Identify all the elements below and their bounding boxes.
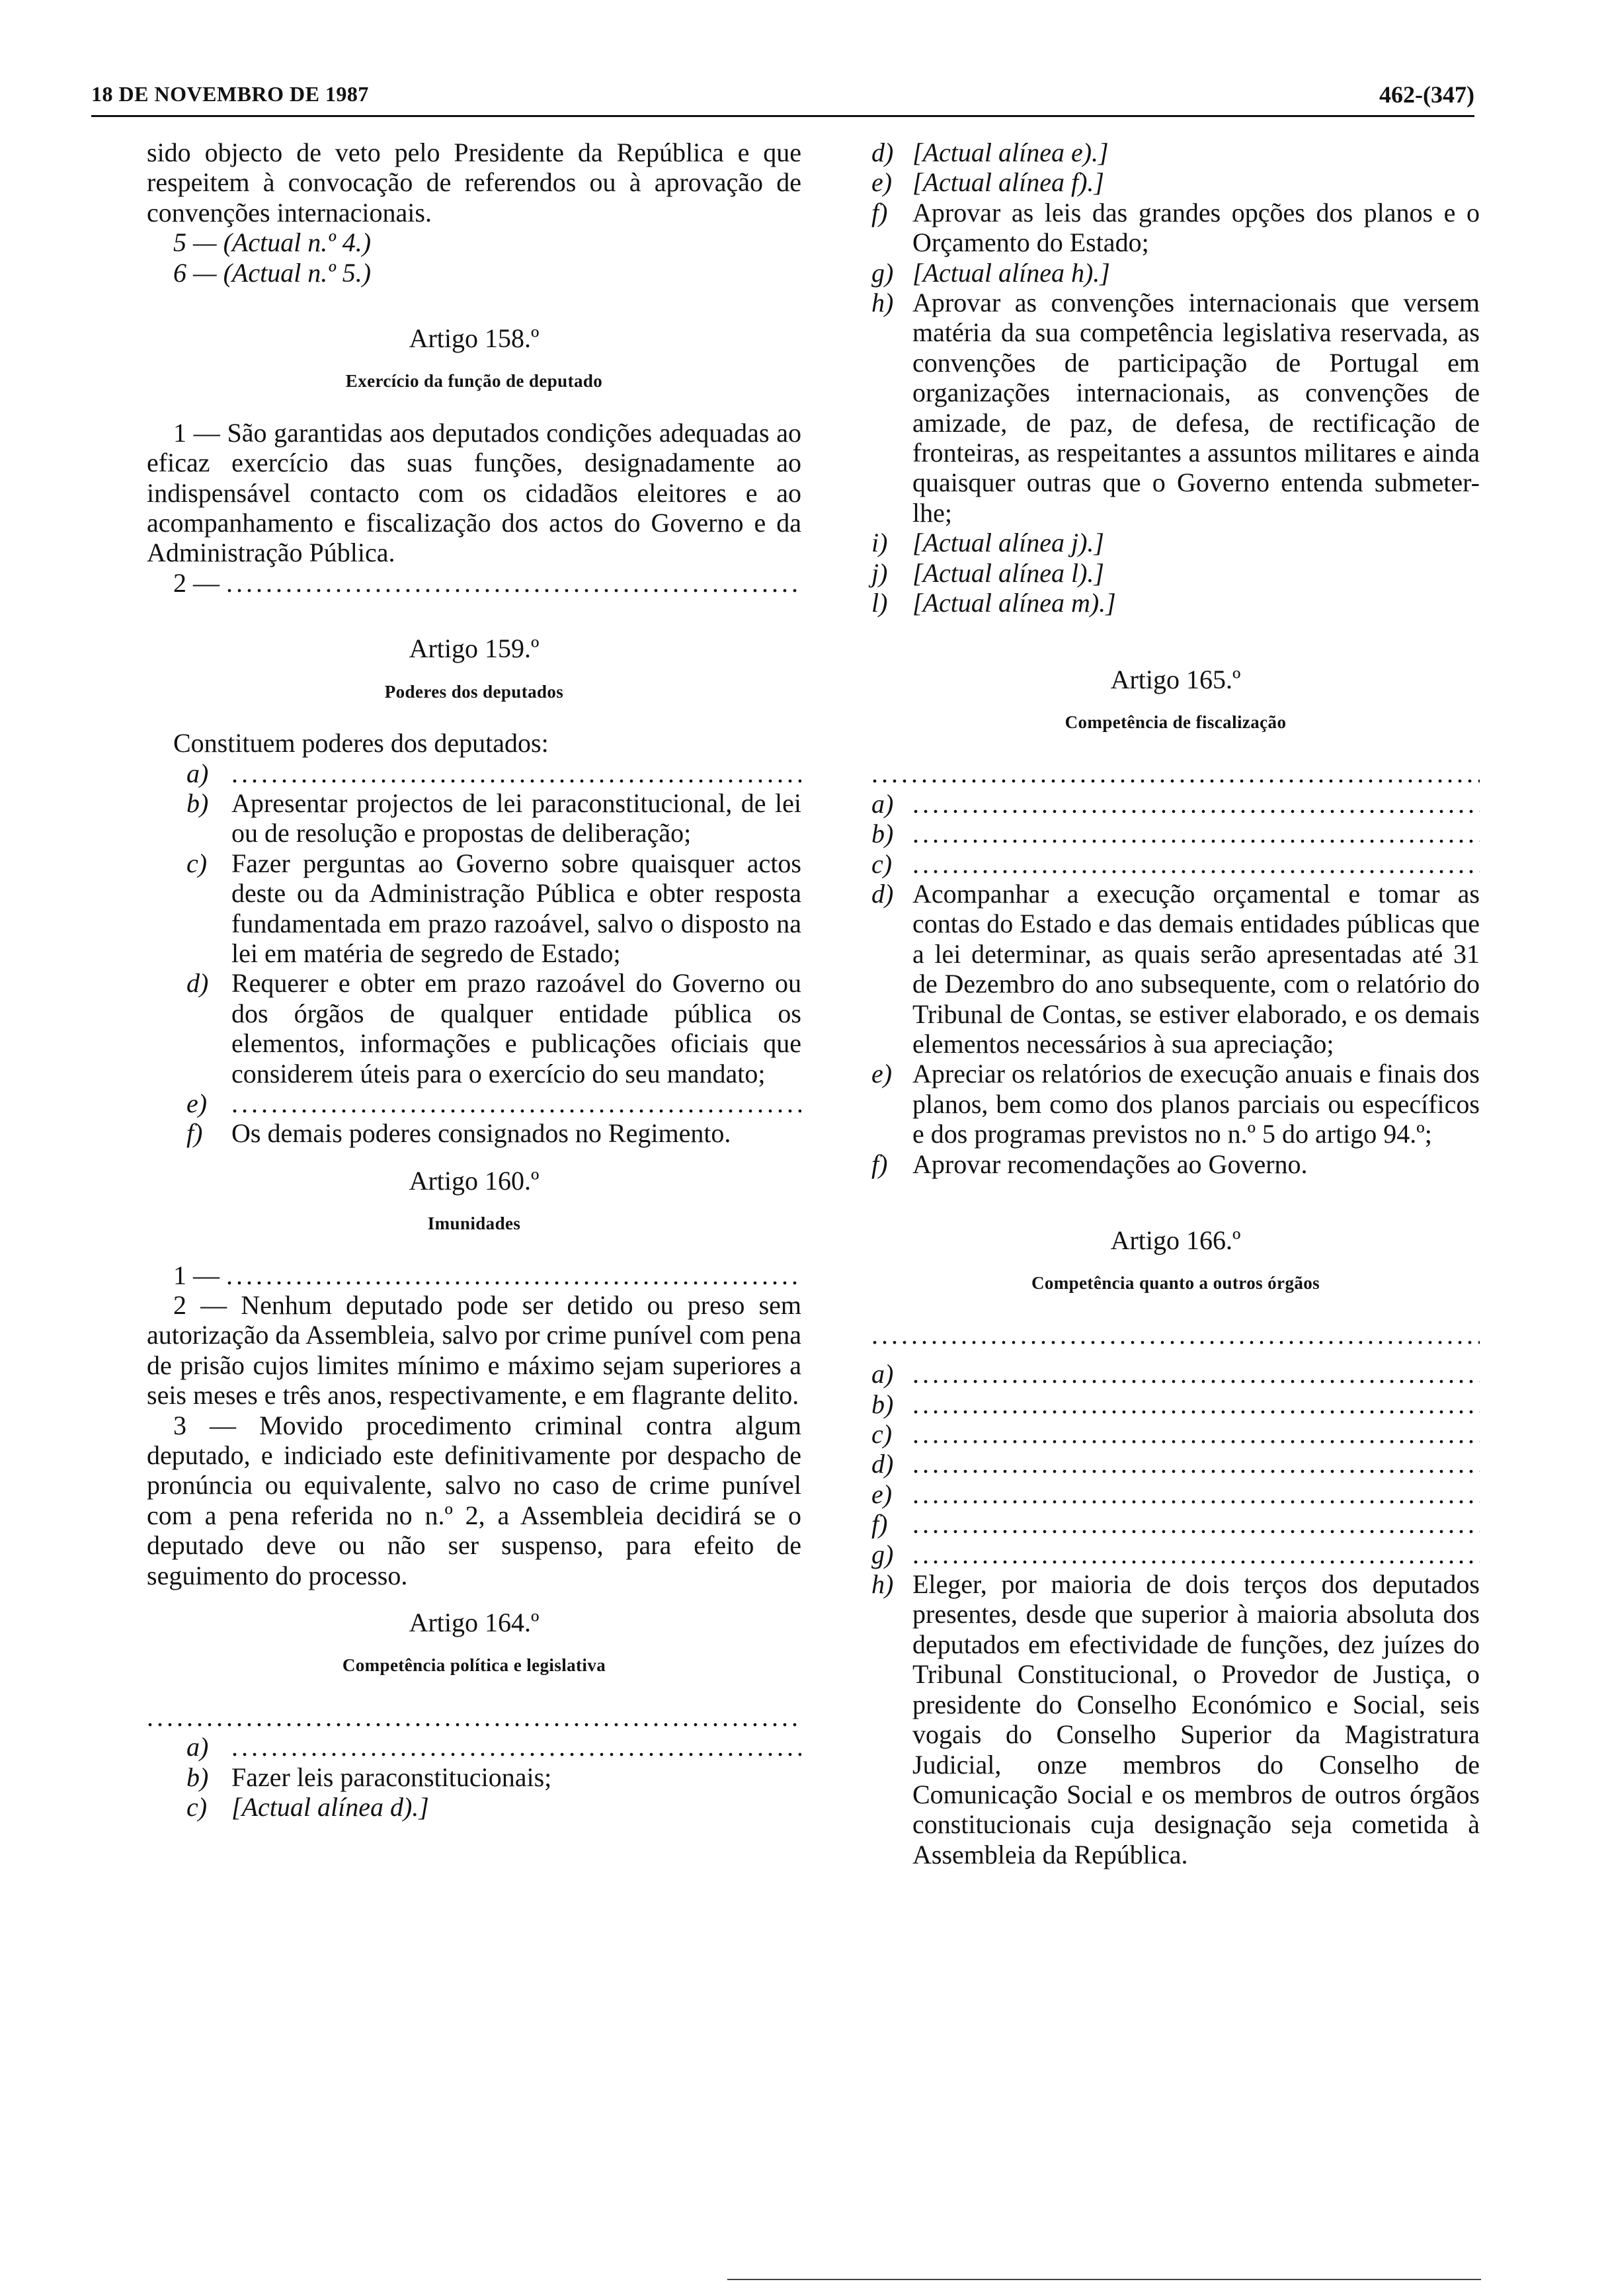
right-column — [871, 138, 1480, 1869]
article-164-item-l: l) [Actual alínea m).] — [871, 588, 1116, 618]
article-160-subtitle: Imunidades — [427, 1213, 521, 1234]
article-164-item-f: f) Aprovar as leis das grandes opções dos planos e o Orçamento do Estado; — [871, 197, 1480, 258]
article-164-item-g: g) [Actual alínea h).] — [871, 257, 1110, 288]
article-166-item-f: f) ..... — [871, 1509, 1480, 1539]
article-165-title: Artigo 165.º — [1110, 664, 1241, 694]
article-159-item-f: f) Os demais poderes consignados no Regimento. — [186, 1118, 731, 1149]
article-164-elision — [147, 1702, 801, 1732]
article-165-item-a: a) ..... — [871, 789, 1480, 819]
article-158-paragraph-2: 2 — ..... — [147, 568, 801, 598]
article-166-item-e: e) ..... — [871, 1479, 1480, 1509]
footer-rule — [727, 2279, 1481, 2280]
page-number: 462-(347) — [1379, 81, 1474, 108]
article-164-subtitle: Competência política e legislativa — [342, 1655, 606, 1676]
article-164-item-h: h) Aprovar as convenções internacionais que versem matéria da sua competência legislativa reservada, as convenções de participação de Portugal em organizações internacionais, as convenções de amizade, de paz, de defesa, de rectificação de fronteiras, as respeitantes a assuntos militares e ainda quaisquer outras que o Governo entenda submeter-lhe; — [871, 288, 1480, 528]
article-165-item-b: b) ..... — [871, 819, 1480, 848]
intro-paragraph: sido objecto de veto pelo Presidente da República e que respeitem à convocação de referendos ou à aprovação de convenções internacionais. — [147, 138, 801, 227]
article-166-item-d: d) ..... — [871, 1449, 1480, 1479]
article-160-paragraph-3: 3 — Movido procedimento criminal contra algum deputado, e indiciado este definitivamente por despacho de pronúncia ou equivalente, salvo no caso de crime punível com a pena referida no n.º 2, a Assembleia decidirá se o deputado deve ou não ser suspenso, para efeito de seguimento do processo. — [147, 1410, 801, 1590]
article-164-item-e: e) [Actual alínea f).] — [871, 167, 1104, 198]
article-159-subtitle: Poderes dos deputados — [384, 681, 564, 702]
article-165-item-f: f) Aprovar recomendações ao Governo. — [871, 1149, 1308, 1179]
article-158-title: Artigo 158.º — [409, 323, 540, 354]
article-164-item-c: c) [Actual alínea d).] — [186, 1792, 429, 1823]
left-column — [147, 138, 801, 1823]
article-164-item-i: i) [Actual alínea j).] — [871, 528, 1104, 558]
article-164-title: Artigo 164.º — [409, 1608, 540, 1638]
article-164-item-b: b) Fazer leis paraconstitucionais; — [186, 1762, 552, 1792]
article-164-item-a: a) ..... — [186, 1732, 801, 1762]
article-166-item-a: a) ..... — [871, 1359, 1480, 1389]
article-159-item-b: b) Apresentar projectos de lei paraconstitucional, de lei ou de resolução e propostas de deliberação; — [186, 788, 801, 848]
item-n5: 5 — (Actual n.º 4.) — [173, 227, 372, 258]
article-166-title: Artigo 166.º — [1110, 1225, 1241, 1255]
article-166-item-b: b) ..... — [871, 1389, 1480, 1419]
article-160-paragraph-1: 1 — ..... — [147, 1260, 801, 1290]
article-158-subtitle: Exercício da função de deputado — [345, 371, 603, 391]
article-160-paragraph-2: 2 — Nenhum deputado pode ser detido ou preso sem autorização da Assembleia, salvo por crime punível com pena de prisão cujos limites mínimo e máximo sejam superiores a seis meses e três anos, respectivamente, e em flagrante delito. — [147, 1290, 801, 1411]
article-159-item-d: d) Requerer e obter em prazo razoável do Governo ou dos órgãos de qualquer entidade pública os elementos, informações e publicações oficiais que considerem úteis para o exercício do seu mandato; — [186, 968, 801, 1088]
article-164-item-j: j) [Actual alínea l).] — [871, 557, 1104, 588]
page-header — [91, 78, 1474, 117]
article-159-title: Artigo 159.º — [409, 634, 540, 664]
article-164-item-d: d) [Actual alínea e).] — [871, 138, 1109, 167]
article-166-item-h: h) Eleger, por maioria de dois terços dos deputados presentes, desde que superior à maioria absoluta dos deputados em efectividade de funções, dez juízes do Tribunal Constitucional, o Provedor de Justiça, o presidente do Conselho Económico e Social, seis vogais do Conselho Superior da Magistratura Judicial, onze membros do Conselho de Comunicação Social e os membros de outros órgãos constitucionais cuja designação seja cometida à Assembleia da República. — [871, 1569, 1480, 1869]
article-165-subtitle: Competência de fiscalização — [1065, 712, 1287, 732]
article-165-elision — [871, 758, 1480, 788]
article-165-item-c: c) ..... — [871, 849, 1480, 879]
article-166-item-c: c) ..... — [871, 1419, 1480, 1449]
article-159-lead: Constituem poderes dos deputados: — [173, 728, 549, 758]
header-date: 18 DE NOVEMBRO DE 1987 — [91, 82, 369, 106]
article-159-item-e: e) ..... — [186, 1088, 801, 1118]
article-165-item-e: e) Apreciar os relatórios de execução anuais e finais dos planos, bem como dos planos parciais ou específicos e dos programas previstos no n.º 5 do artigo 94.º; — [871, 1059, 1480, 1149]
item-n6: 6 — (Actual n.º 5.) — [173, 257, 372, 288]
article-160-title: Artigo 160.º — [409, 1165, 540, 1196]
article-159-item-c: c) Fazer perguntas ao Governo sobre quaisquer actos deste ou da Administração Pública e obter resposta fundamentada em prazo razoável, salvo o disposto na lei em matéria de segredo de Estado; — [186, 848, 801, 968]
article-158-paragraph-1: 1 — São garantidas aos deputados condições adequadas ao eficaz exercício das suas funções, designadamente ao indispensável contacto com os cidadãos eleitores e ao acompanhamento e fiscalização dos actos do Governo e da Administração Pública. — [147, 417, 801, 568]
article-166-item-g: g) ..... — [871, 1539, 1480, 1569]
article-166-elision — [871, 1320, 1480, 1350]
article-159-item-a: a) ..... — [186, 758, 801, 788]
article-165-item-d: d) Acompanhar a execução orçamental e tomar as contas do Estado e das demais entidades públicas que a lei determinar, as quais serão apresentadas até 31 de Dezembro do ano subsequente, com o relatório do Tribunal de Contas, se estiver elaborado, e os demais elementos necessários à sua apreciação; — [871, 878, 1480, 1059]
article-166-subtitle: Competência quanto a outros órgãos — [1031, 1273, 1320, 1293]
